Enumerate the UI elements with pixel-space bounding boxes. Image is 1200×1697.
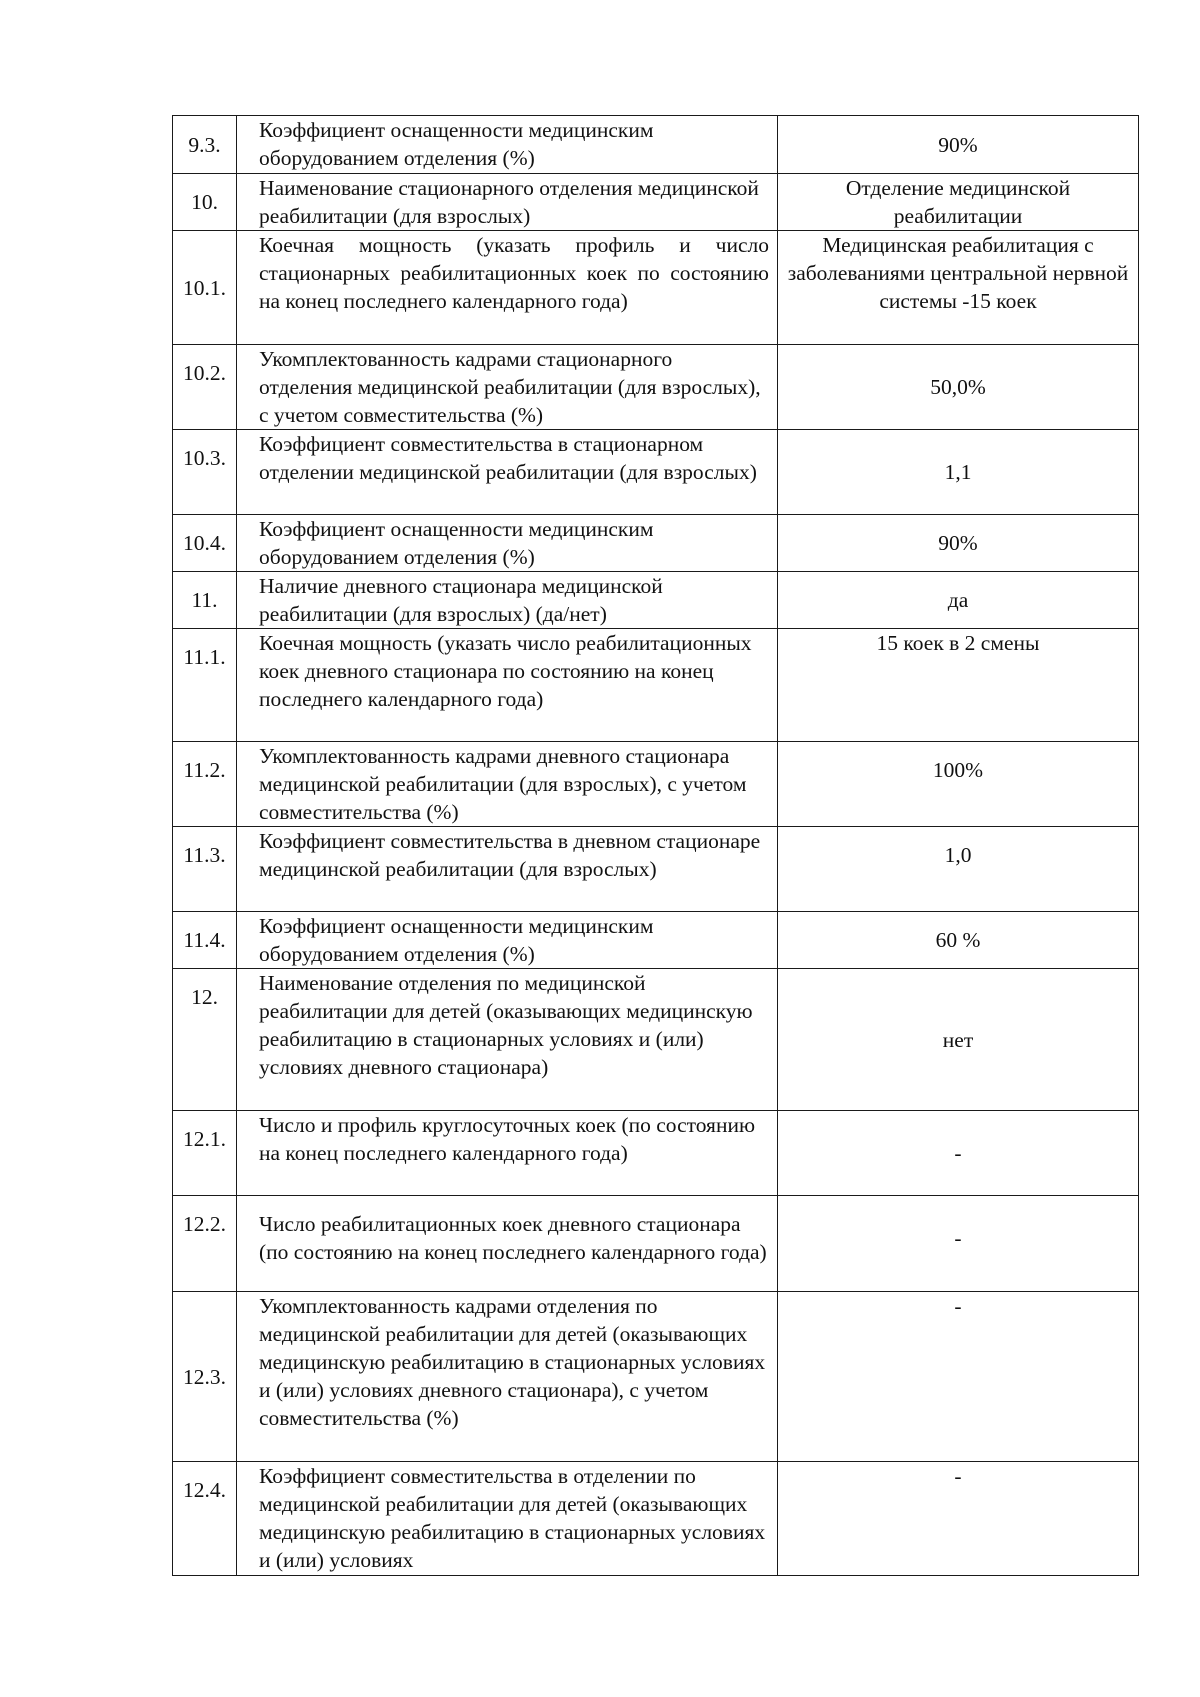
row-description: Коэффициент совместительства в дневном стационаре медицинской реабилитации (для взрослых) bbox=[237, 827, 778, 912]
row-description: Коэффициент оснащенности медицинским оборудованием отделения (%) bbox=[237, 515, 778, 572]
table-row bbox=[173, 116, 1139, 174]
row-number: 11.2. bbox=[173, 742, 237, 827]
row-number: 12. bbox=[173, 969, 237, 1111]
row-value: 15 коек в 2 смены bbox=[778, 629, 1139, 742]
row-number: 12.3. bbox=[173, 1292, 237, 1462]
row-description: Наличие дневного стационара медицинской реабилитации (для взрослых) (да/нет) bbox=[237, 572, 778, 629]
table-row bbox=[173, 1292, 1139, 1462]
row-value: 60 % bbox=[778, 912, 1139, 969]
row-value: - bbox=[778, 1111, 1139, 1196]
row-description: Коэффициент совместительства в отделении по медицинской реабилитации для детей (оказывающих медицинскую реабилитацию в стационарных условиях и (или) условиях bbox=[237, 1462, 778, 1576]
row-value: Медицинская реабилитация с заболеваниями центральной нервной системы -15 коек bbox=[778, 231, 1139, 345]
row-number: 11.1. bbox=[173, 629, 237, 742]
row-value: - bbox=[778, 1462, 1139, 1576]
row-description: Число и профиль круглосуточных коек (по состоянию на конец последнего календарного года) bbox=[237, 1111, 778, 1196]
row-number: 10.1. bbox=[173, 231, 237, 345]
row-number: 11. bbox=[173, 572, 237, 629]
table-row bbox=[173, 1462, 1139, 1576]
row-description: Наименование стационарного отделения медицинской реабилитации (для взрослых) bbox=[237, 174, 778, 231]
row-number: 10.3. bbox=[173, 430, 237, 515]
row-number: 11.4. bbox=[173, 912, 237, 969]
table-row bbox=[173, 515, 1139, 572]
row-value: 100% bbox=[778, 742, 1139, 827]
row-number: 10.2. bbox=[173, 345, 237, 430]
row-value: Отделение медицинской реабилитации bbox=[778, 174, 1139, 231]
row-description: Коечная мощность (указать число реабилитационных коек дневного стационара по состоянию на конец последнего календарного года) bbox=[237, 629, 778, 742]
row-value: 90% bbox=[778, 116, 1139, 174]
table-row bbox=[173, 912, 1139, 969]
table-row bbox=[173, 345, 1139, 430]
row-description: Укомплектованность кадрами дневного стационара медицинской реабилитации (для взрослых), с учетом совместительства (%) bbox=[237, 742, 778, 827]
row-number: 12.1. bbox=[173, 1111, 237, 1196]
row-description: Коэффициент оснащенности медицинским оборудованием отделения (%) bbox=[237, 912, 778, 969]
row-value: 50,0% bbox=[778, 345, 1139, 430]
data-table bbox=[172, 115, 1139, 1576]
table-row bbox=[173, 174, 1139, 231]
row-value: 90% bbox=[778, 515, 1139, 572]
row-number: 12.2. bbox=[173, 1196, 237, 1292]
row-value: да bbox=[778, 572, 1139, 629]
row-value: - bbox=[778, 1292, 1139, 1462]
table-row bbox=[173, 572, 1139, 629]
table-row bbox=[173, 742, 1139, 827]
row-number: 9.3. bbox=[173, 116, 237, 174]
table-row bbox=[173, 969, 1139, 1111]
row-number: 10.4. bbox=[173, 515, 237, 572]
table-row bbox=[173, 1196, 1139, 1292]
row-description: Укомплектованность кадрами стационарного отделения медицинской реабилитации (для взрослых), с учетом совместительства (%) bbox=[237, 345, 778, 430]
row-value: 1,0 bbox=[778, 827, 1139, 912]
row-value: 1,1 bbox=[778, 430, 1139, 515]
row-value: - bbox=[778, 1196, 1139, 1292]
table-row bbox=[173, 1111, 1139, 1196]
row-description: Наименование отделения по медицинской реабилитации для детей (оказывающих медицинскую реабилитацию в стационарных условиях и (или) условиях дневного стационара) bbox=[237, 969, 778, 1111]
table-row bbox=[173, 827, 1139, 912]
row-description: Коечная мощность (указать профиль и число стационарных реабилитационных коек по состоянию на конец последнего календарного года) bbox=[237, 231, 778, 345]
table-row bbox=[173, 629, 1139, 742]
row-description: Коэффициент совместительства в стационарном отделении медицинской реабилитации (для взрослых) bbox=[237, 430, 778, 515]
row-description: Коэффициент оснащенности медицинским оборудованием отделения (%) bbox=[237, 116, 778, 174]
table-row bbox=[173, 430, 1139, 515]
row-description: Число реабилитационных коек дневного стационара (по состоянию на конец последнего календарного года) bbox=[237, 1196, 778, 1292]
row-number: 10. bbox=[173, 174, 237, 231]
row-description: Укомплектованность кадрами отделения по медицинской реабилитации для детей (оказывающих медицинскую реабилитацию в стационарных условиях и (или) условиях дневного стационара), с учетом совместительства (%) bbox=[237, 1292, 778, 1462]
row-number: 11.3. bbox=[173, 827, 237, 912]
row-number: 12.4. bbox=[173, 1462, 237, 1576]
table-row bbox=[173, 231, 1139, 345]
row-value: нет bbox=[778, 969, 1139, 1111]
